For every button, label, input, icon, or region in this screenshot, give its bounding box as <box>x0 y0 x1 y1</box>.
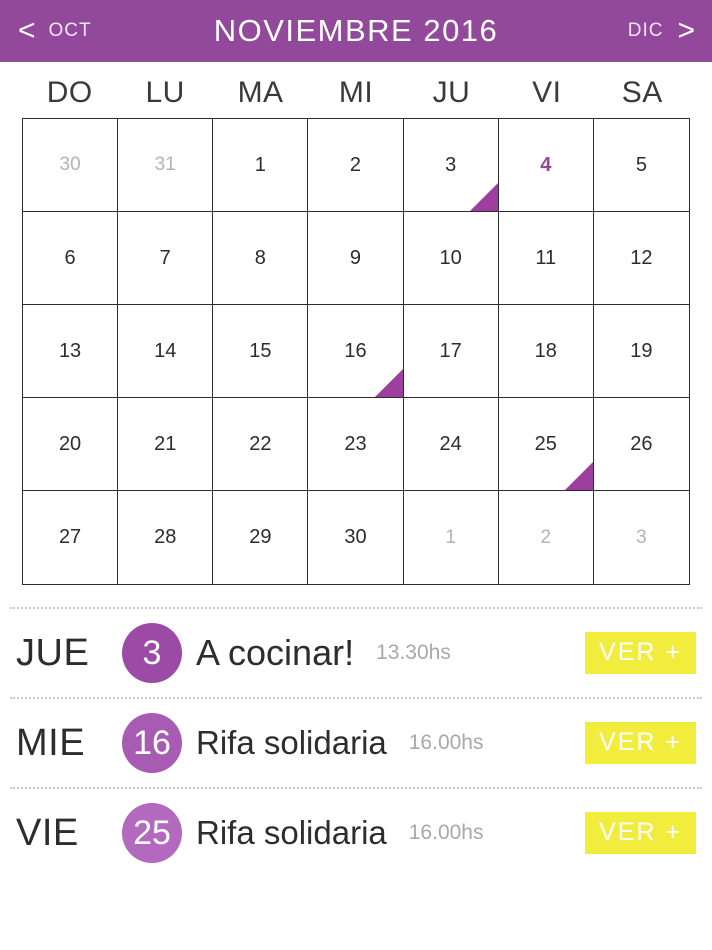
event-time: 13.30hs <box>376 641 451 664</box>
calendar-day-cell[interactable] <box>118 305 213 398</box>
calendar-day-cell[interactable] <box>594 212 689 305</box>
calendar-day-cell[interactable] <box>213 491 308 584</box>
calendar-day-cell[interactable] <box>213 212 308 305</box>
chevron-right-icon[interactable]: > <box>677 14 694 47</box>
calendar-day-cell[interactable] <box>404 491 499 584</box>
calendar-day-number: 7 <box>159 246 171 269</box>
calendar-day-cell[interactable] <box>308 119 403 212</box>
calendar-day-cell[interactable] <box>594 305 689 398</box>
calendar-day-number: 25 <box>534 432 557 455</box>
calendar-grid <box>22 118 690 585</box>
calendar-day-cell[interactable] <box>213 119 308 212</box>
calendar-day-cell[interactable] <box>23 491 118 584</box>
next-month-nav[interactable] <box>628 16 694 46</box>
event-weekday: JUE <box>16 631 90 674</box>
calendar-day-cell[interactable] <box>499 491 594 584</box>
calendar-header-wrap <box>0 0 712 62</box>
calendar-day-cell[interactable] <box>308 305 403 398</box>
calendar-day-number: 27 <box>58 526 82 548</box>
calendar-header <box>0 0 712 62</box>
calendar-day-cell[interactable] <box>118 119 213 212</box>
calendar-day-cell[interactable] <box>308 212 403 305</box>
calendar-day-cell[interactable] <box>594 398 689 491</box>
calendar-day-cell[interactable] <box>23 305 118 398</box>
weekday-label: JU <box>432 76 471 109</box>
event-weekday: MIE <box>16 721 86 764</box>
calendar-day-number: 29 <box>249 526 272 548</box>
calendar-day-number: 26 <box>630 432 653 455</box>
event-marker-icon <box>470 183 498 211</box>
calendar-day-number: 2 <box>540 526 552 548</box>
weekday-label: DO <box>46 76 93 109</box>
calendar-day-number: 15 <box>249 339 272 362</box>
event-day-badge: 25 <box>122 803 182 863</box>
next-month-label[interactable]: DIC <box>627 20 664 41</box>
event-marker-icon <box>375 369 403 397</box>
calendar-day-cell[interactable] <box>118 491 213 584</box>
calendar-day-number: 3 <box>445 153 457 176</box>
calendar-day-number: 31 <box>154 154 176 175</box>
event-day-badge: 3 <box>122 623 182 683</box>
calendar-day-cell[interactable] <box>23 212 118 305</box>
calendar-day-cell[interactable] <box>308 398 403 491</box>
event-time: 16.00hs <box>408 821 484 844</box>
calendar-day-number: 21 <box>154 432 177 455</box>
calendar-day-number: 30 <box>59 154 81 175</box>
calendar-day-number: 13 <box>58 339 82 362</box>
calendar-day-cell[interactable] <box>404 305 499 398</box>
calendar-day-number: 8 <box>254 246 266 269</box>
view-more-button[interactable]: VER + <box>585 812 696 854</box>
event-title: A cocinar! <box>196 632 355 673</box>
weekday-label: MI <box>338 76 374 109</box>
calendar-day-number: 3 <box>636 526 647 548</box>
calendar-day-number: 11 <box>535 246 557 269</box>
calendar-day-cell[interactable] <box>118 212 213 305</box>
calendar-day-number: 9 <box>349 246 362 269</box>
calendar-day-cell[interactable] <box>118 398 213 491</box>
weekday-label: VI <box>532 76 562 109</box>
event-title: Rifa solidaria <box>196 724 387 761</box>
view-more-button[interactable]: VER + <box>585 722 696 764</box>
calendar-day-cell[interactable] <box>213 305 308 398</box>
list-item[interactable] <box>10 699 702 787</box>
calendar-day-number: 18 <box>534 339 557 362</box>
calendar-day-number: 16 <box>344 339 367 362</box>
prev-month-nav[interactable] <box>18 16 92 46</box>
weekday-header-row <box>0 76 712 110</box>
calendar-day-number: 30 <box>344 526 367 548</box>
calendar-day-number: 4 <box>540 153 552 176</box>
calendar-day-number: 2 <box>349 153 362 176</box>
events-list <box>0 607 712 877</box>
event-weekday: VIE <box>16 811 79 854</box>
calendar-day-number: 17 <box>439 339 462 362</box>
weekday-label: SA <box>621 76 663 109</box>
chevron-left-icon[interactable]: < <box>18 14 35 47</box>
calendar-day-cell[interactable] <box>594 119 689 212</box>
calendar-day-cell[interactable] <box>213 398 308 491</box>
calendar-day-number: 10 <box>439 246 462 269</box>
view-more-button[interactable]: VER + <box>585 632 696 674</box>
calendar-day-number: 1 <box>254 153 266 176</box>
calendar-day-number: 12 <box>630 246 653 269</box>
calendar-day-number: 23 <box>344 432 367 455</box>
event-marker-icon <box>565 462 593 490</box>
event-day-badge: 16 <box>122 713 182 773</box>
calendar-day-cell[interactable] <box>499 119 594 212</box>
calendar-day-number: 28 <box>154 526 177 548</box>
prev-month-label[interactable]: OCT <box>48 20 92 41</box>
calendar-day-cell[interactable] <box>499 212 594 305</box>
calendar-day-cell[interactable] <box>308 491 403 584</box>
calendar-day-cell[interactable] <box>499 305 594 398</box>
calendar-day-cell[interactable] <box>404 212 499 305</box>
calendar-day-cell[interactable] <box>23 119 118 212</box>
calendar-day-number: 5 <box>635 153 647 176</box>
calendar-day-number: 20 <box>58 432 82 455</box>
calendar-day-cell[interactable] <box>499 398 594 491</box>
calendar-day-cell[interactable] <box>404 119 499 212</box>
calendar-day-number: 1 <box>445 526 456 548</box>
calendar-day-cell[interactable] <box>594 491 689 584</box>
event-time: 16.00hs <box>408 731 484 754</box>
list-item[interactable] <box>10 609 702 697</box>
list-item[interactable] <box>10 789 702 877</box>
weekday-label: LU <box>145 76 185 109</box>
page-title: NOVIEMBRE 2016 <box>213 13 499 48</box>
calendar-day-number: 14 <box>154 339 177 362</box>
calendar-day-number: 22 <box>249 432 272 455</box>
calendar-day-number: 24 <box>439 432 462 455</box>
calendar-day-number: 19 <box>630 339 653 362</box>
calendar-day-number: 6 <box>64 246 76 269</box>
weekday-label: MA <box>237 76 284 109</box>
event-title: Rifa solidaria <box>196 814 387 851</box>
calendar-day-cell[interactable] <box>404 398 499 491</box>
calendar-day-cell[interactable] <box>23 398 118 491</box>
